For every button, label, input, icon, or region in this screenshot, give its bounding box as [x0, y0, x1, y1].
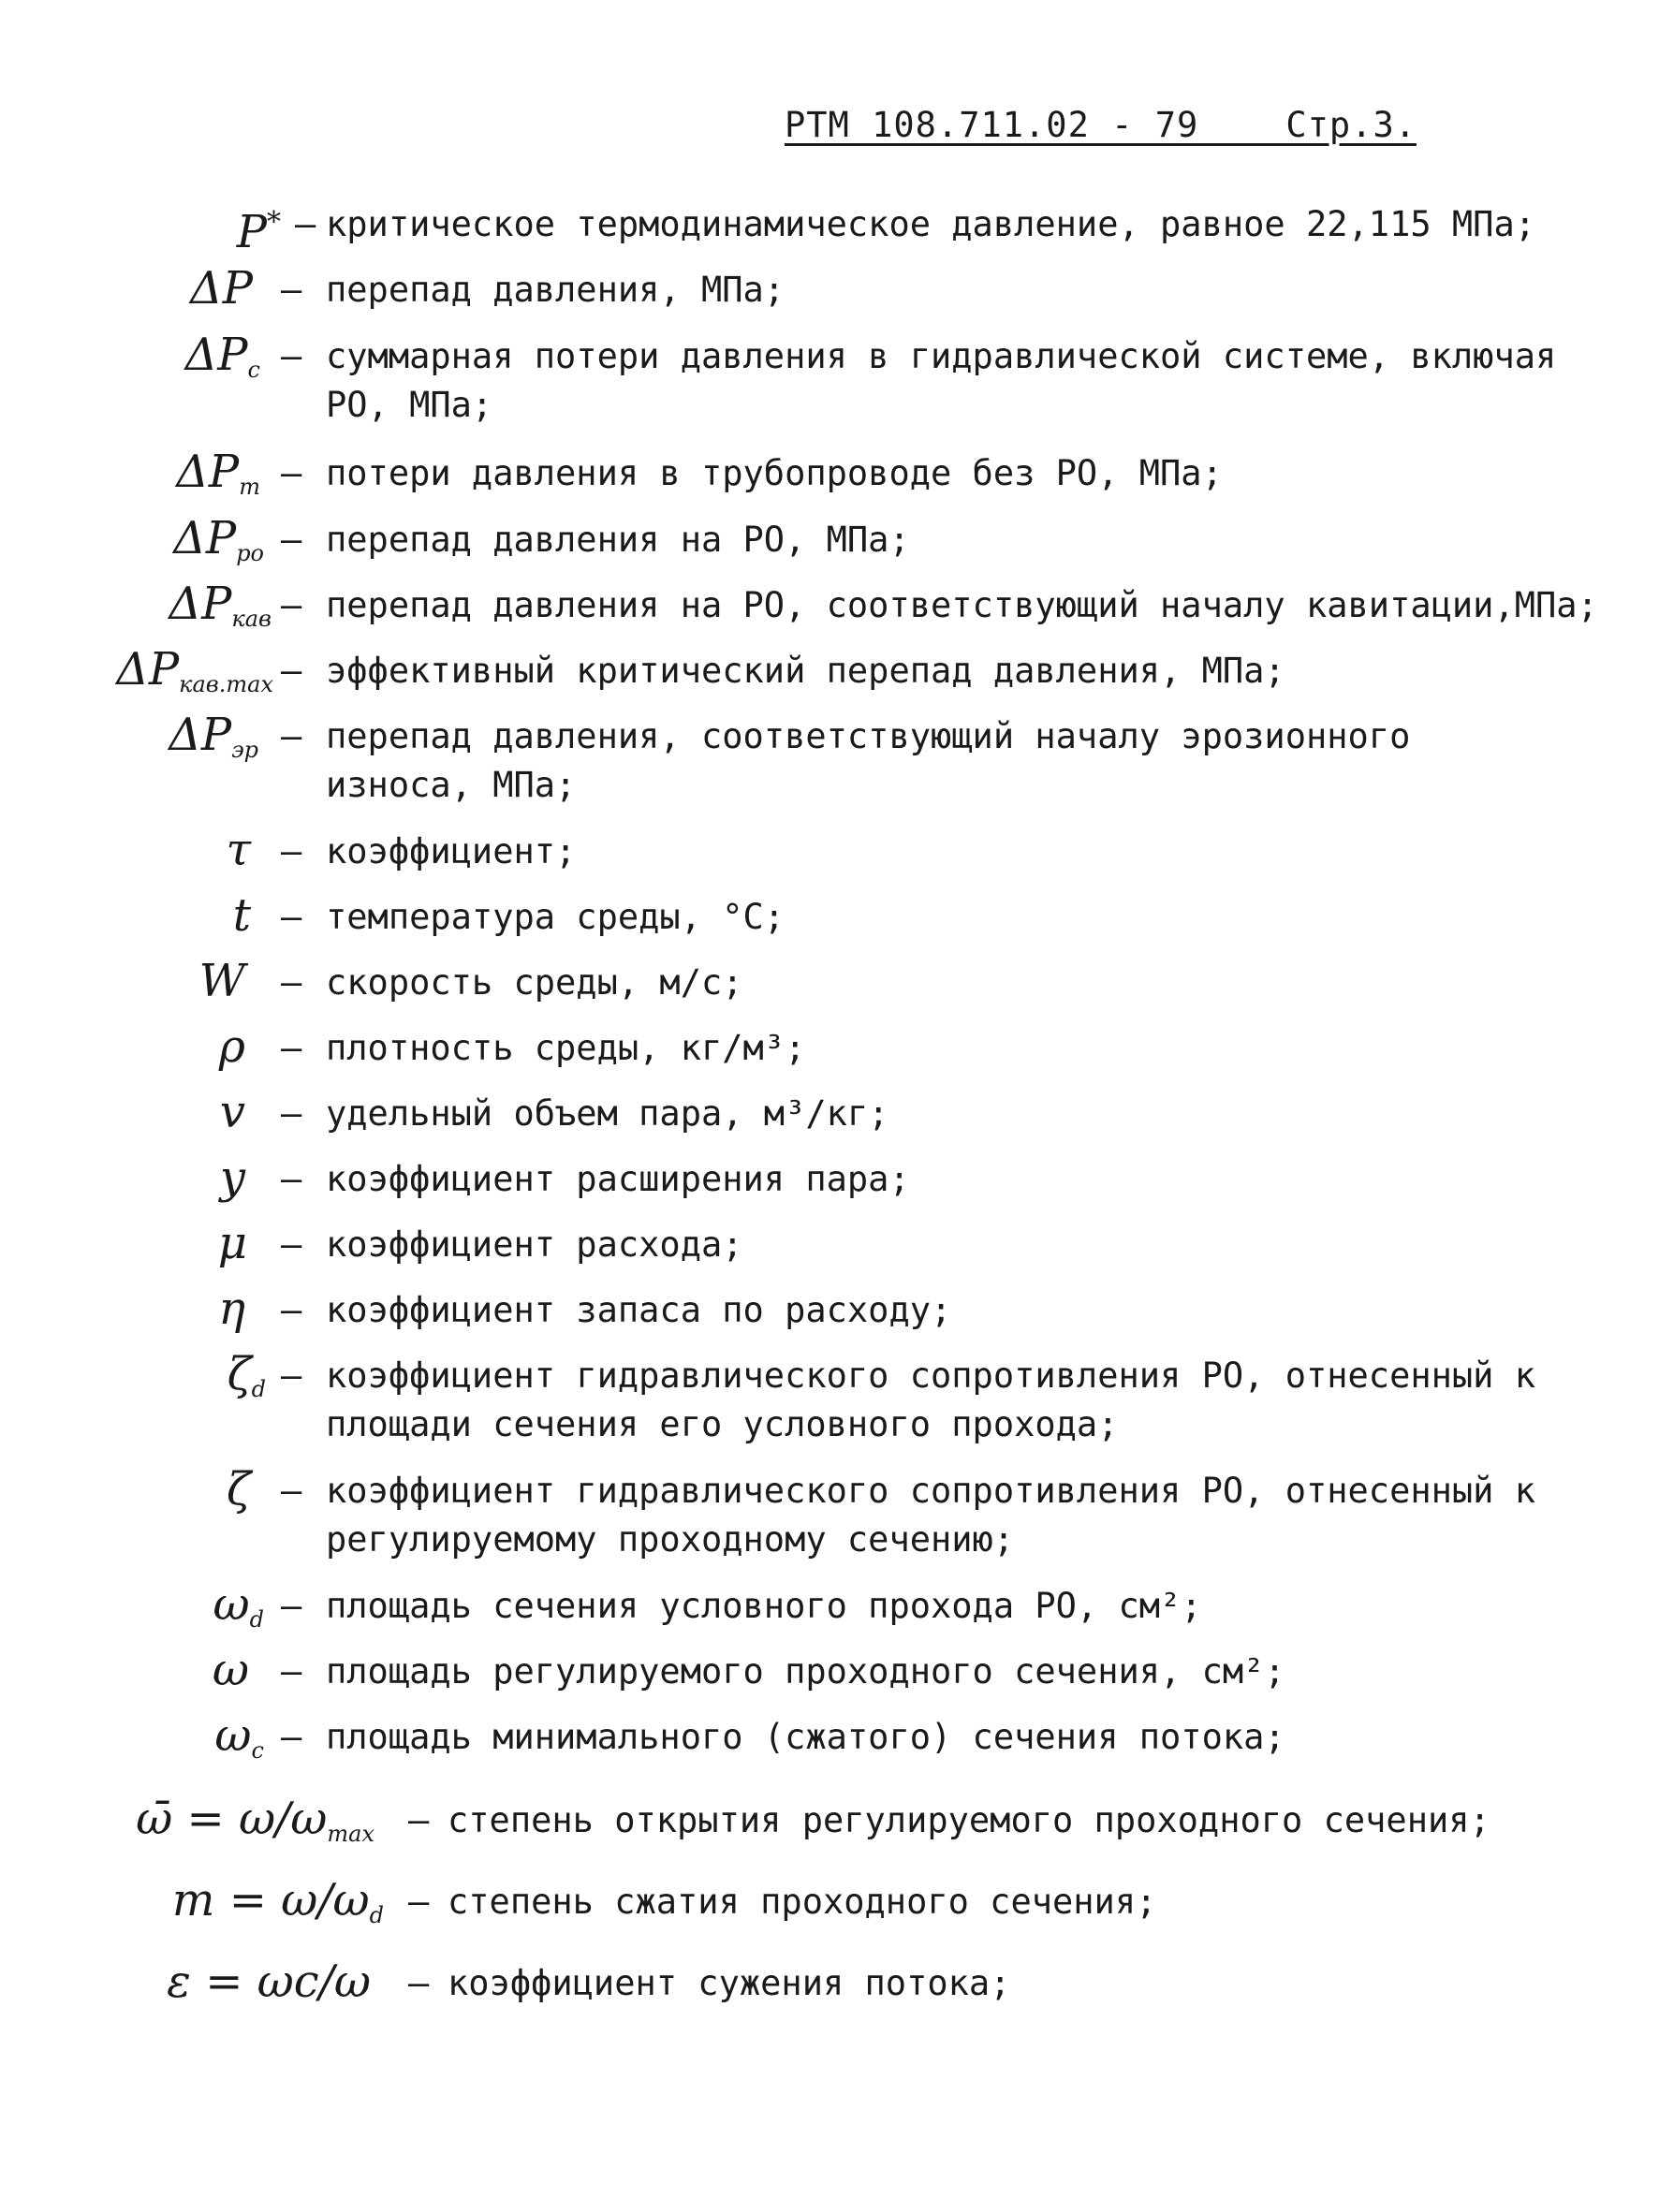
- term-symbol: $\omega_d$: [213, 1578, 264, 1633]
- term-symbol: ω̄ = $\omega/\omega_{max}$: [136, 1793, 374, 1847]
- term-dash: –: [281, 585, 302, 625]
- term-dash: –: [281, 1028, 302, 1068]
- term-description: коэффициент расхода;: [326, 1224, 743, 1265]
- term-description: перепад давления на РО, соответствующий началу кавитации,МПа;: [326, 585, 1598, 625]
- term-dash: –: [408, 1963, 430, 2003]
- term-description: площадь сечения условного прохода РО, см²;: [326, 1586, 1202, 1626]
- term-symbol: ρ: [218, 1020, 245, 1073]
- term-description: потери давления в трубопроводе без РО, МПа;: [326, 453, 1223, 493]
- term-dash: –: [281, 962, 302, 1003]
- term-description: площадь минимального (сжатого) сечения потока;: [326, 1717, 1285, 1757]
- term-symbol: W: [198, 955, 245, 1007]
- term-symbol: $\Delta P_т$: [176, 446, 260, 500]
- term-dash: –: [281, 1586, 302, 1626]
- term-dash: –: [281, 897, 302, 937]
- term-description: коэффициент гидравлического сопротивления РО, отнесенный к регулируемому проходному сечению;: [326, 1471, 1557, 1560]
- term-dash: –: [281, 1093, 302, 1134]
- term-symbol: v: [219, 1086, 245, 1138]
- term-dash: –: [281, 831, 302, 872]
- term-dash: –: [281, 651, 302, 691]
- term-description: температура среды, °С;: [326, 897, 785, 937]
- term-description: удельный объем пара, м³/кг;: [326, 1093, 889, 1134]
- term-symbol: $\Delta P_{кав.max}$: [116, 643, 273, 697]
- term-description: перепад давления, соответствующий началу эрозионного износа, МПа;: [326, 716, 1431, 805]
- term-description: суммарная потери давления в гидравлической системе, включая РО, МПа;: [326, 336, 1578, 425]
- term-dash: –: [281, 1355, 302, 1396]
- term-description: эффективный критический перепад давления, МПа;: [326, 651, 1285, 691]
- term-dash: –: [281, 1651, 302, 1692]
- term-symbol: η: [218, 1282, 245, 1335]
- term-dash: –: [281, 1471, 302, 1511]
- term-description: критическое термодинамическое давление, равное 22,115 МПа;: [326, 204, 1536, 244]
- term-description: плотность среды, кг/м³;: [326, 1028, 806, 1068]
- term-dash: –: [295, 204, 316, 244]
- term-description: скорость среды, м/с;: [326, 962, 743, 1003]
- term-description: степень открытия регулируемого проходного сечения;: [448, 1800, 1490, 1840]
- term-description: коэффициент сужения потока;: [448, 1963, 1011, 2003]
- term-symbol: y: [219, 1151, 245, 1204]
- term-description: коэффициент;: [326, 831, 577, 872]
- term-symbol: $\Delta P_c$: [184, 329, 260, 383]
- term-dash: –: [281, 1159, 302, 1199]
- term-symbol: $\Delta P_{эр}$: [169, 709, 258, 763]
- term-dash: –: [281, 336, 302, 376]
- term-symbol: $\Delta P_{кав}$: [169, 578, 272, 632]
- term-symbol: ζ: [226, 1463, 251, 1516]
- term-symbol: $\omega_c$: [214, 1709, 264, 1764]
- term-dash: –: [281, 1224, 302, 1265]
- term-description: перепад давления, МПа;: [326, 270, 785, 310]
- term-dash: –: [281, 716, 302, 756]
- page-header: РТМ 108.711.02 - 79 Стр.3.: [785, 105, 1417, 145]
- term-symbol: ω: [212, 1644, 249, 1696]
- term-description: коэффициент запаса по расходу;: [326, 1290, 952, 1330]
- term-symbol: P*: [236, 206, 281, 258]
- term-symbol: ΔP: [190, 262, 253, 315]
- term-dash: –: [281, 270, 302, 310]
- term-dash: –: [408, 1800, 430, 1840]
- term-dash: –: [281, 520, 302, 560]
- term-description: перепад давления на РО, МПа;: [326, 520, 910, 560]
- term-symbol: $m = \omega/\omega_d$: [171, 1874, 384, 1928]
- term-dash: –: [408, 1882, 430, 1922]
- term-dash: –: [281, 1717, 302, 1757]
- term-symbol: μ: [217, 1217, 247, 1269]
- term-symbol: $\zeta_d$: [227, 1348, 266, 1402]
- term-description: коэффициент расширения пара;: [326, 1159, 910, 1199]
- term-description: коэффициент гидравлического сопротивления РО, отнесенный к площади сечения его условного прохода;: [326, 1355, 1557, 1444]
- term-description: площадь регулируемого проходного сечения, см²;: [326, 1651, 1285, 1692]
- term-dash: –: [281, 1290, 302, 1330]
- term-symbol: ε = ωc/ω: [167, 1956, 371, 2008]
- term-symbol: $\Delta P_{ро}$: [173, 512, 264, 566]
- term-symbol: τ: [226, 824, 251, 876]
- term-symbol: t: [232, 889, 251, 942]
- term-description: степень сжатия проходного сечения;: [448, 1882, 1157, 1922]
- term-dash: –: [281, 453, 302, 493]
